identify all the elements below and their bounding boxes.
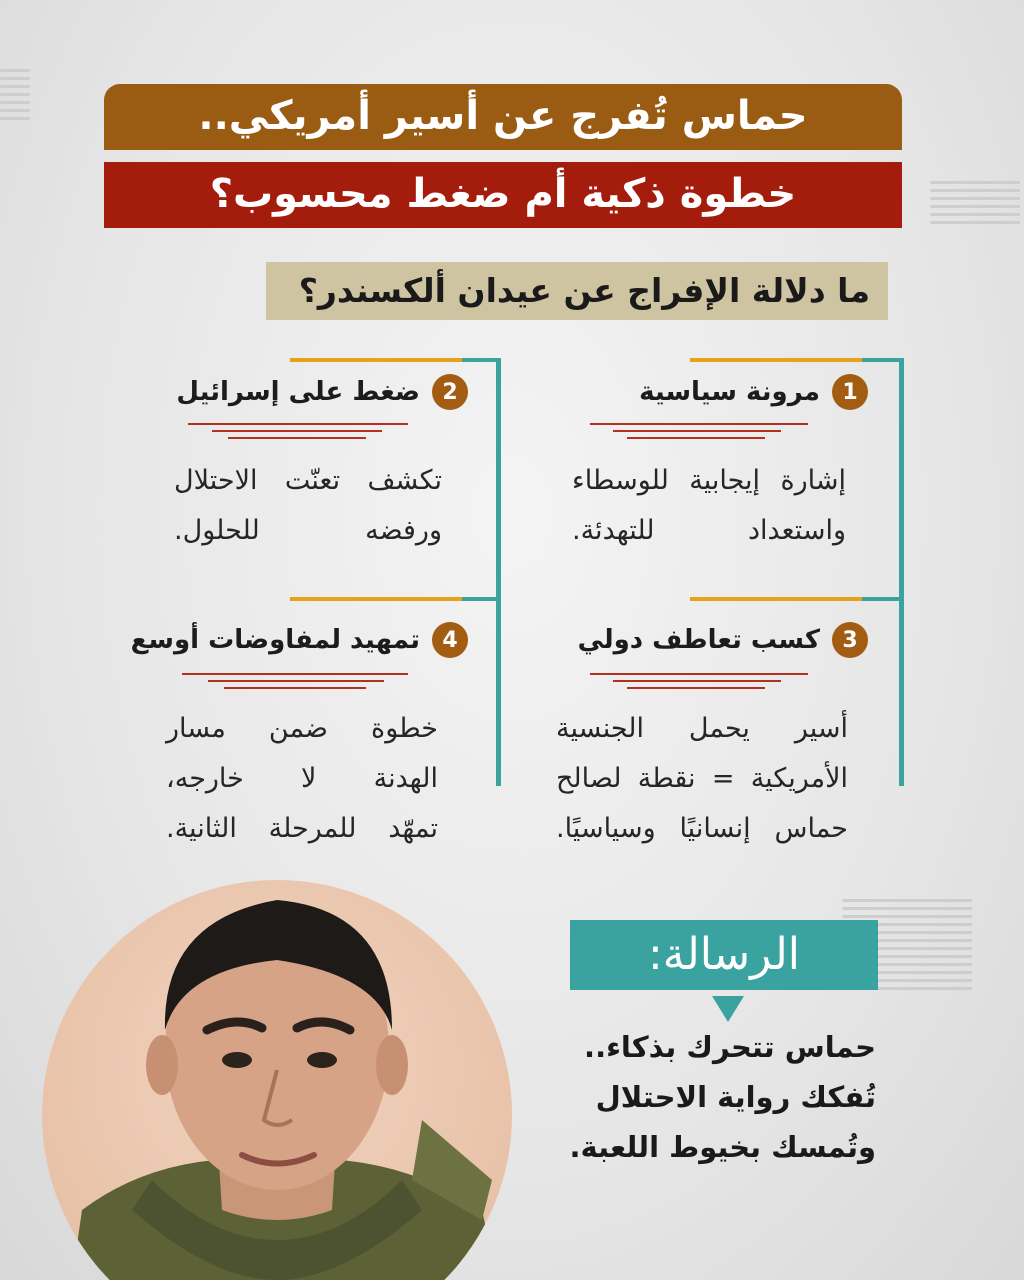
card-3-line: حماس إنسانيًا وسياسيًا. [556,813,848,844]
card-4-underline-bottom [224,687,366,689]
card-1-text [572,456,846,556]
card-3-line: الأمريكية = نقطة لصالح [556,763,848,794]
card-1-line: واستعداد للتهدئة. [572,515,846,546]
card-2-title: ضغط على إسرائيل [176,377,420,407]
portrait-illustration [42,880,512,1280]
message-pointer-icon [712,996,744,1022]
frame-left-vertical [496,358,501,786]
frame-right-top [860,358,904,362]
card-4-line: خطوة ضمن مسار [166,713,438,744]
card-1-underline-top [590,423,808,425]
headline-line-2: خطوة ذكية أم ضغط محسوب؟ [104,162,902,228]
number-badge: 3 [832,622,868,658]
card-4-heading [131,622,468,658]
card-2-heading [176,374,468,410]
card-2-underline-bottom [228,437,366,439]
frame-left-mid [460,597,501,601]
card-1-underline-middle [613,430,781,432]
background-texture-right [930,176,1020,229]
number-badge: 1 [832,374,868,410]
card-3-underline-middle [613,680,781,682]
card-3-title: كسب تعاطف دولي [577,625,820,655]
background-texture-left [0,64,30,125]
message-line: وتُمسك بخيوط اللعبة. [569,1130,876,1164]
message-line: تُفكك رواية الاحتلال [595,1080,876,1114]
number-badge: 2 [432,374,468,410]
card-1-underline-bottom [627,437,765,439]
card-3-text [556,704,848,854]
card-3-underline-bottom [627,687,765,689]
card-2-text [174,456,442,556]
headline-line-1: حماس تُفرج عن أسير أمريكي.. [104,84,902,150]
card-1-title: مرونة سياسية [639,377,820,407]
frame-right-mid [860,597,904,601]
card-2-underline-middle [212,430,382,432]
card-4-title: تمهيد لمفاوضات أوسع [130,625,420,655]
card-4-underline-top [182,673,408,675]
message-line: حماس تتحرك بذكاء.. [584,1030,876,1064]
card-2-line: تكشف تعنّت الاحتلال [174,465,442,496]
card-1-heading [639,374,868,410]
card-2-underline-top [188,423,408,425]
card-4-text [166,704,438,854]
card-1-line: إشارة إيجابية للوسطاء [572,465,846,496]
number-badge: 4 [432,622,468,658]
card-4-underline-middle [208,680,384,682]
frame-right-vertical [899,358,904,786]
accent-card-2 [290,358,462,362]
card-4-line: تمهّد للمرحلة الثانية. [166,813,438,844]
accent-card-1 [690,358,862,362]
message-text [560,1022,876,1172]
message-label: الرسالة: [570,920,878,990]
frame-left-top [460,358,501,362]
card-4-line: الهدنة لا خارجه، [166,763,438,794]
question-banner: ما دلالة الإفراج عن عيدان ألكسندر؟ [266,262,888,320]
portrait-photo [42,880,512,1280]
accent-card-4 [290,597,462,601]
card-3-line: أسير يحمل الجنسية [556,713,848,744]
accent-card-3 [690,597,862,601]
card-2-line: ورفضه للحلول. [174,515,442,546]
card-3-underline-top [590,673,808,675]
card-3-heading [578,622,868,658]
